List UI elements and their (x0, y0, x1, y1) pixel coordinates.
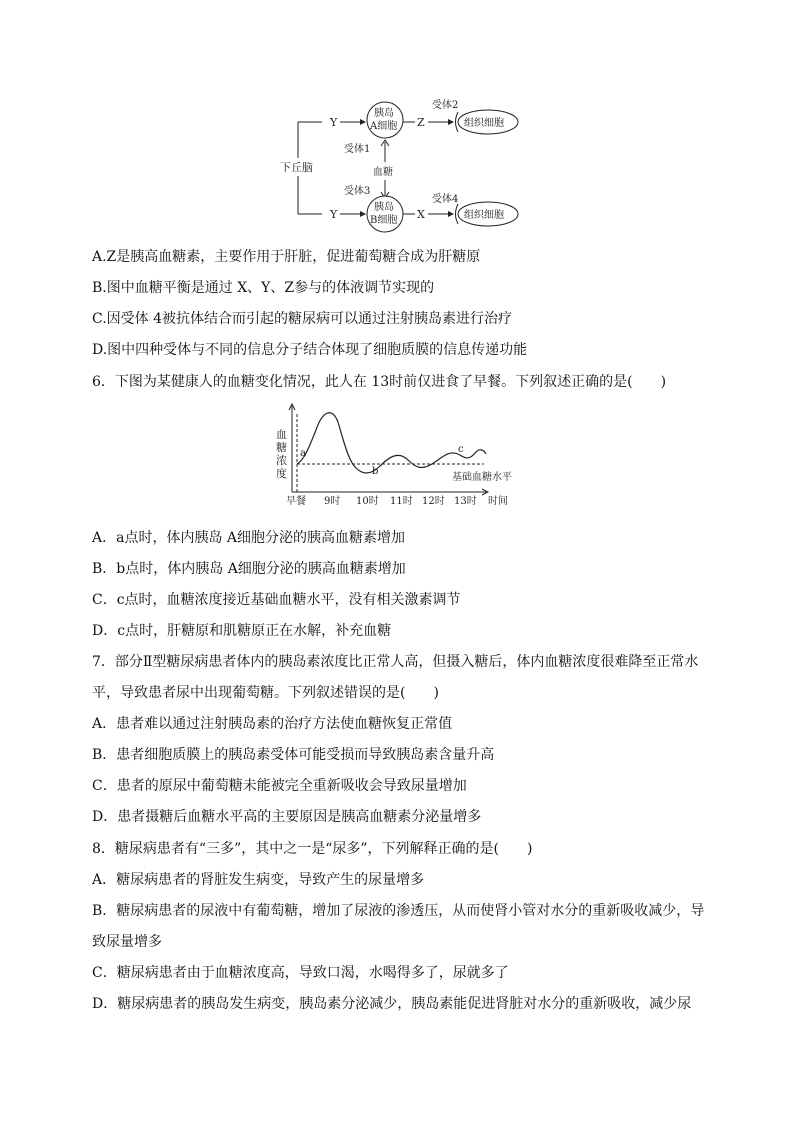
point-c-label: c (458, 444, 464, 455)
x-tick-4: 12时 (422, 496, 445, 507)
q7-stem-line2: 平，导致患者尿中出现葡萄糖。下列叙述错误的是( ) (92, 685, 439, 701)
q8-option-c: C．糖尿病患者由于血糖浓度高，导致口渴，水喝得多了，尿就多了 (92, 965, 509, 981)
blood-sugar-chart (272, 402, 522, 510)
q5-option-a: A.Z是胰高血糖素，主要作用于肝脏，促进葡萄糖合成为肝糖原 (92, 249, 481, 265)
q7-option-c: C．患者的原尿中葡萄糖未能被完全重新吸收会导致尿量增加 (92, 778, 467, 794)
chart-ylabel-4: 度 (276, 467, 287, 480)
q6-option-d: D．c点时，肝糖原和肌糖原正在水解，补充血糖 (92, 623, 392, 639)
q6-option-a: A．a点时，体内胰岛 A细胞分泌的胰高血糖素增加 (92, 530, 406, 546)
cell-a-line1: 胰岛 (374, 108, 394, 119)
cell-b-line2: B细胞 (370, 215, 398, 226)
q7-stem-line1: 7．部分Ⅱ型糖尿病患者体内的胰岛素浓度比正常人高，但摄入糖后，体内血糖浓度很难降至正常水 (92, 654, 699, 670)
hypothalamus-label: 下丘脑 (280, 161, 313, 174)
receptor2-label: 受体2 (432, 100, 459, 111)
x-tick-3: 11时 (390, 496, 413, 507)
point-b-label: b (372, 466, 379, 477)
q7-option-a: A．患者难以通过注射胰岛素的治疗方法使血糖恢复正常值 (92, 716, 453, 732)
q8-option-a: A．糖尿病患者的肾脏发生病变，导致产生的尿量增多 (92, 872, 425, 888)
q8-option-b-cont: 致尿量增多 (92, 934, 162, 950)
q5-option-c: C.因受体 4被抗体结合而引起的糖尿病可以通过注射胰岛素进行治疗 (92, 311, 513, 327)
z-label: Z (417, 116, 425, 129)
point-a-label: a (300, 448, 306, 459)
q6-option-c: C．c点时，血糖浓度接近基础血糖水平，没有相关激素调节 (92, 592, 461, 608)
q5-option-d: D.图中四种受体与不同的信息分子结合体现了细胞质膜的信息传递功能 (92, 342, 528, 358)
q8-stem: 8．糖尿病患者有“三多”，其中之一是“尿多”，下列解释正确的是( ) (92, 841, 533, 857)
y-top-label: Y (330, 116, 338, 129)
x-tick-5: 13时 (454, 496, 477, 507)
chart-ylabel-3: 浓 (276, 454, 287, 467)
cell-a-line2: A细胞 (370, 121, 398, 132)
x-tick-0: 早餐 (286, 496, 306, 507)
receptor4-label: 受体4 (432, 194, 459, 205)
chart-ylabel-1: 血 (276, 428, 287, 441)
tissue-bottom-label: 组织细胞 (464, 210, 504, 221)
baseline-label: 基础血糖水平 (452, 472, 512, 483)
receptor3-label: 受体3 (344, 186, 371, 197)
q7-option-b: B．患者细胞质膜上的胰岛素受体可能受损而导致胰岛素含量升高 (92, 747, 495, 763)
q5-option-b: B.图中血糖平衡是通过 X、Y、Z参与的体液调节实现的 (92, 280, 435, 296)
q8-option-d: D．糖尿病患者的胰岛发生病变，胰岛素分泌减少，胰岛素能促进肾脏对水分的重新吸收，减少尿 (92, 996, 692, 1012)
x-axis-label: 时间 (488, 496, 508, 507)
q8-option-b: B．糖尿病患者的尿液中有葡萄糖，增加了尿液的渗透压，从而使肾小管对水分的重新吸收减少，导 (92, 903, 705, 919)
receptor1-label: 受体1 (344, 144, 371, 155)
q7-option-d: D．患者摄糖后血糖水平高的主要原因是胰高血糖素分泌量增多 (92, 809, 482, 825)
chart-ylabel-2: 糖 (276, 441, 287, 454)
x-label: X (417, 208, 425, 221)
regulation-diagram (270, 96, 530, 236)
x-tick-2: 10时 (356, 496, 379, 507)
y-bottom-label: Y (330, 208, 338, 221)
tissue-top-label: 组织细胞 (464, 118, 504, 129)
cell-b-line1: 胰岛 (374, 202, 394, 213)
x-tick-1: 9时 (324, 496, 341, 507)
blood-sugar-label: 血糖 (373, 167, 393, 178)
q6-stem: 6．下图为某健康人的血糖变化情况，此人在 13时前仅进食了早餐。下列叙述正确的是( ) (92, 374, 667, 390)
q6-option-b: B．b点时，体内胰岛 A细胞分泌的胰高血糖素增加 (92, 561, 406, 577)
